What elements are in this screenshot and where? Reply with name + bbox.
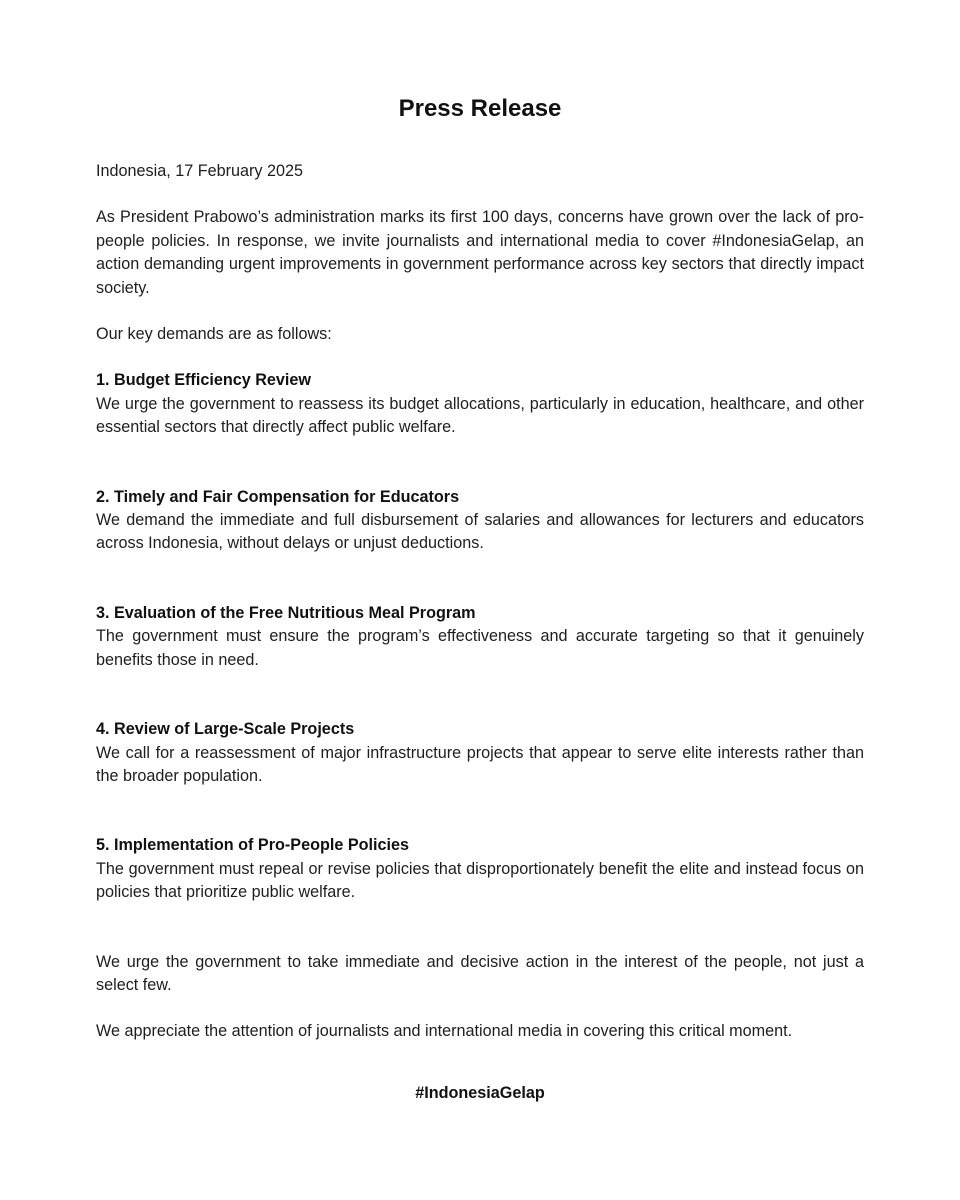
- demand-item-educator-compensation: [96, 486, 864, 556]
- demand-heading: 5. Implementation of Pro-People Policies: [96, 836, 410, 855]
- closing-paragraph-2: We appreciate the attention of journalists and international media in covering this critical moment.: [96, 1022, 793, 1041]
- demand-body: The government must ensure the program’s effectiveness and accurate targeting so that it genuinely benefits those in need.: [96, 627, 864, 669]
- demand-item-budget-efficiency: [96, 369, 864, 439]
- closing-paragraph-1: We urge the government to take immediate and decisive action in the interest of the people, not just a select few.: [96, 952, 864, 994]
- closing-hashtag: #IndonesiaGelap: [415, 1084, 545, 1102]
- demand-body: We demand the immediate and full disbursement of salaries and allowances for lecturers and educators across Indonesia, without delays or unjust deductions.: [96, 511, 864, 553]
- demand-body: The government must repeal or revise policies that disproportionately benefit the elite and instead focus on policies that prioritize public welfare.: [96, 859, 864, 902]
- demand-heading: 1. Budget Efficiency Review: [96, 371, 311, 390]
- demand-heading: 2. Timely and Fair Compensation for Educators: [96, 487, 460, 506]
- demand-item-pro-people-policies: [96, 834, 864, 904]
- intro-paragraph: As President Prabowo’s administration marks its first 100 days, concerns have grown over the lack of pro-people policies. In response, we invite journalists and international media to cover #IndonesiaGelap, an action demanding urgent improvements in government performance across key sectors that directly impact society.: [96, 208, 864, 297]
- demand-heading: 4. Review of Large-Scale Projects: [96, 720, 355, 739]
- press-release-body: [96, 160, 864, 1044]
- dateline: Indonesia, 17 February 2025: [96, 162, 303, 180]
- demand-item-large-scale-projects: [96, 718, 864, 788]
- demand-body: We call for a reassessment of major infrastructure projects that appear to serve elite interests rather than the broader population.: [96, 743, 864, 785]
- demand-body: We urge the government to reassess its budget allocations, particularly in education, healthcare, and other essential sectors that directly affect public welfare.: [96, 394, 864, 437]
- demand-heading: 3. Evaluation of the Free Nutritious Meal Program: [96, 603, 476, 622]
- demand-item-meal-program: [96, 602, 864, 672]
- demands-lead: Our key demands are as follows:: [96, 325, 332, 344]
- page-title: Press Release: [398, 95, 562, 122]
